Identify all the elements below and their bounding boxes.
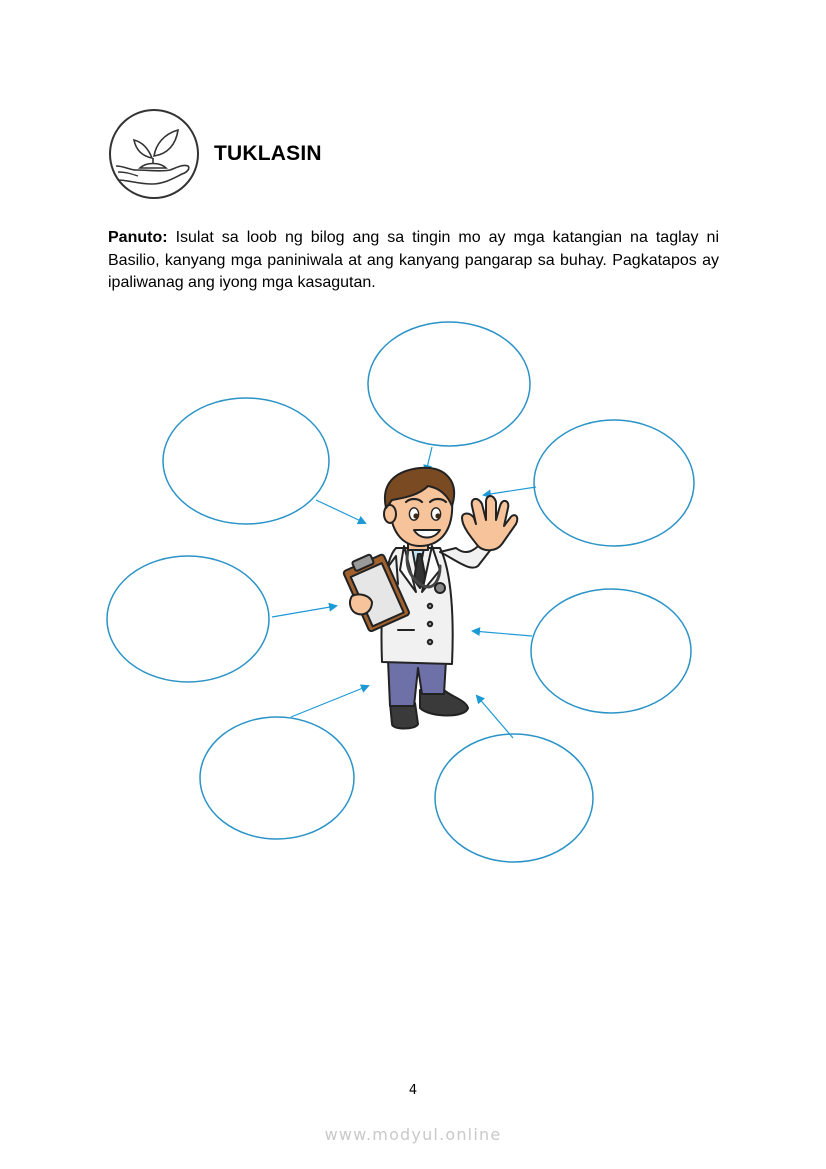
arrow-lower-right — [477, 696, 513, 738]
arrow-upper-right — [484, 487, 536, 495]
answer-bubble-top[interactable] — [368, 322, 530, 446]
answer-bubble-middle-left[interactable] — [107, 556, 269, 682]
arrow-middle-left — [272, 606, 336, 617]
arrow-lower-left — [291, 686, 368, 717]
instructions-label: Panuto: — [108, 229, 168, 246]
watermark: www.modyul.online — [324, 1125, 502, 1144]
page-number: 4 — [408, 1083, 418, 1098]
answer-bubble-upper-left[interactable] — [163, 398, 329, 524]
answer-bubble-middle-right[interactable] — [531, 589, 691, 713]
answer-bubble-lower-right[interactable] — [435, 734, 593, 862]
section-title: TUKLASIN — [214, 142, 322, 165]
instructions-text: Isulat sa loob ng bilog ang sa tingin mo ay mga katangian na taglay ni Basilio, kanyang mga paniniwala at ang kanyang pangarap sa buhay. Pagkatapos ay ipaliwanag ang iyong mga kasagutan. — [108, 229, 720, 291]
doctor-character-illustration — [341, 468, 517, 729]
arrow-upper-left — [316, 500, 365, 523]
answer-bubble-upper-right[interactable] — [534, 420, 694, 546]
arrow-middle-right — [473, 631, 532, 636]
answer-bubble-lower-left[interactable] — [200, 717, 354, 839]
